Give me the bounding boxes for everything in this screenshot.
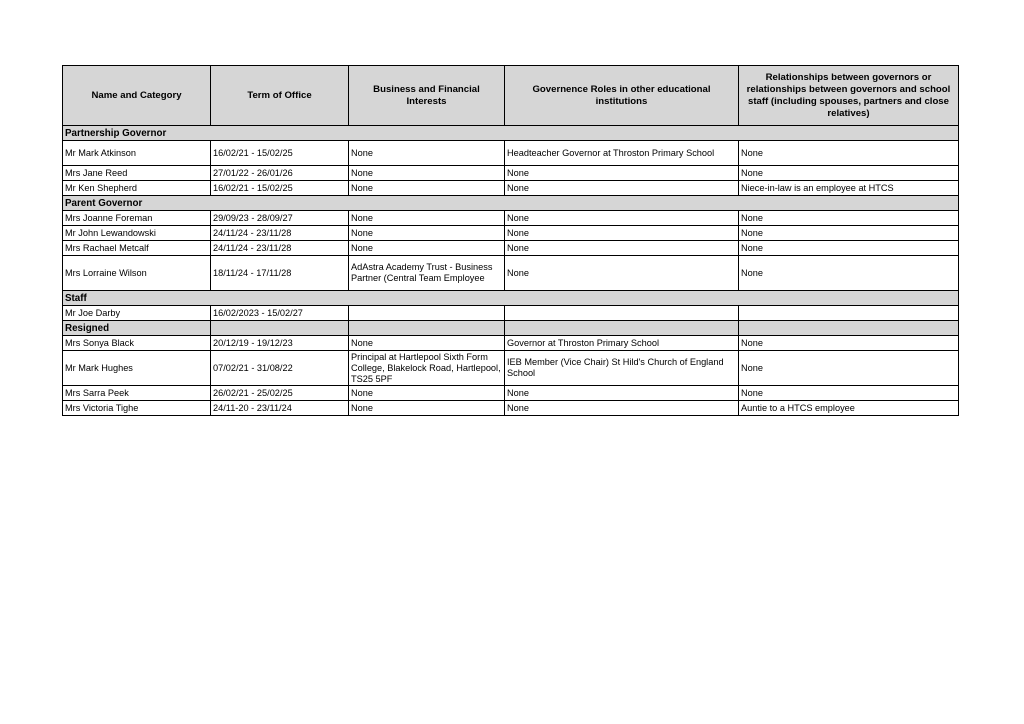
relationships: Auntie to a HTCS employee (739, 401, 959, 416)
table-row (63, 351, 959, 386)
table-row (63, 211, 959, 226)
governance-roles: None (505, 256, 739, 291)
relationships: Niece-in-law is an employee at HTCS (739, 181, 959, 196)
business-interests: Principal at Hartlepool Sixth Form College, Blakelock Road, Hartlepool, TS25 5PF (349, 351, 505, 386)
category-row (63, 196, 959, 211)
category-row (63, 321, 959, 336)
governor-name: Mr John Lewandowski (63, 226, 211, 241)
relationships: None (739, 211, 959, 226)
category-row (63, 126, 959, 141)
governance-roles: IEB Member (Vice Chair) St Hild's Church of England School (505, 351, 739, 386)
relationships: None (739, 351, 959, 386)
business-interests: AdAstra Academy Trust - Business Partner (Central Team Employee (349, 256, 505, 291)
term-of-office: 26/02/21 - 25/02/25 (211, 386, 349, 401)
category-row (63, 291, 959, 306)
business-interests (349, 306, 505, 321)
term-of-office: 18/11/24 - 17/11/28 (211, 256, 349, 291)
term-of-office: 24/11-20 - 23/11/24 (211, 401, 349, 416)
business-interests: None (349, 401, 505, 416)
governance-roles: None (505, 241, 739, 256)
header-governance-roles: Governence Roles in other educational institutions (505, 66, 739, 126)
category-label: Partnership Governor (63, 126, 959, 141)
category-blank-cell (739, 321, 959, 336)
governor-name: Mr Joe Darby (63, 306, 211, 321)
table-row (63, 256, 959, 291)
table-row (63, 226, 959, 241)
table-row (63, 306, 959, 321)
governor-name: Mr Ken Shepherd (63, 181, 211, 196)
governance-roles: Headteacher Governor at Throston Primary School (505, 141, 739, 166)
business-interests: None (349, 226, 505, 241)
term-of-office: 24/11/24 - 23/11/28 (211, 241, 349, 256)
term-of-office: 29/09/23 - 28/09/27 (211, 211, 349, 226)
governance-roles: None (505, 211, 739, 226)
governance-roles: None (505, 401, 739, 416)
category-blank-cell (211, 321, 349, 336)
header-term-of-office: Term of Office (211, 66, 349, 126)
governor-name: Mr Mark Atkinson (63, 141, 211, 166)
governor-name: Mrs Sonya Black (63, 336, 211, 351)
relationships (739, 306, 959, 321)
business-interests: None (349, 211, 505, 226)
relationships: None (739, 336, 959, 351)
business-interests: None (349, 386, 505, 401)
governor-name: Mrs Jane Reed (63, 166, 211, 181)
header-business-interests: Business and Financial Interests (349, 66, 505, 126)
term-of-office: 16/02/2023 - 15/02/27 (211, 306, 349, 321)
governor-name: Mr Mark Hughes (63, 351, 211, 386)
governor-name: Mrs Sarra Peek (63, 386, 211, 401)
relationships: None (739, 256, 959, 291)
relationships: None (739, 386, 959, 401)
governor-name: Mrs Victoria Tighe (63, 401, 211, 416)
term-of-office: 07/02/21 - 31/08/22 (211, 351, 349, 386)
business-interests: None (349, 181, 505, 196)
business-interests: None (349, 241, 505, 256)
governor-name: Mrs Lorraine Wilson (63, 256, 211, 291)
business-interests: None (349, 166, 505, 181)
category-label: Parent Governor (63, 196, 959, 211)
table-row (63, 386, 959, 401)
table-row (63, 166, 959, 181)
governance-roles: None (505, 226, 739, 241)
category-label: Staff (63, 291, 959, 306)
governor-name: Mrs Rachael Metcalf (63, 241, 211, 256)
term-of-office: 16/02/21 - 15/02/25 (211, 181, 349, 196)
governors-interests-table (62, 65, 959, 416)
term-of-office: 20/12/19 - 19/12/23 (211, 336, 349, 351)
governance-roles (505, 306, 739, 321)
business-interests: None (349, 141, 505, 166)
relationships: None (739, 141, 959, 166)
table-row (63, 141, 959, 166)
relationships: None (739, 241, 959, 256)
relationships: None (739, 226, 959, 241)
table-row (63, 241, 959, 256)
governance-roles: None (505, 181, 739, 196)
category-label: Resigned (63, 321, 211, 336)
relationships: None (739, 166, 959, 181)
term-of-office: 16/02/21 - 15/02/25 (211, 141, 349, 166)
table-row (63, 181, 959, 196)
term-of-office: 27/01/22 - 26/01/26 (211, 166, 349, 181)
table-row (63, 401, 959, 416)
category-blank-cell (349, 321, 505, 336)
governor-name: Mrs Joanne Foreman (63, 211, 211, 226)
header-row (63, 66, 959, 126)
governance-roles: None (505, 166, 739, 181)
header-name-category: Name and Category (63, 66, 211, 126)
governance-roles: Governor at Throston Primary School (505, 336, 739, 351)
category-blank-cell (505, 321, 739, 336)
business-interests: None (349, 336, 505, 351)
table-row (63, 336, 959, 351)
header-relationships: Relationships between governors or relationships between governors and school staff (including spouses, partners and close relatives) (739, 66, 959, 126)
term-of-office: 24/11/24 - 23/11/28 (211, 226, 349, 241)
governance-roles: None (505, 386, 739, 401)
